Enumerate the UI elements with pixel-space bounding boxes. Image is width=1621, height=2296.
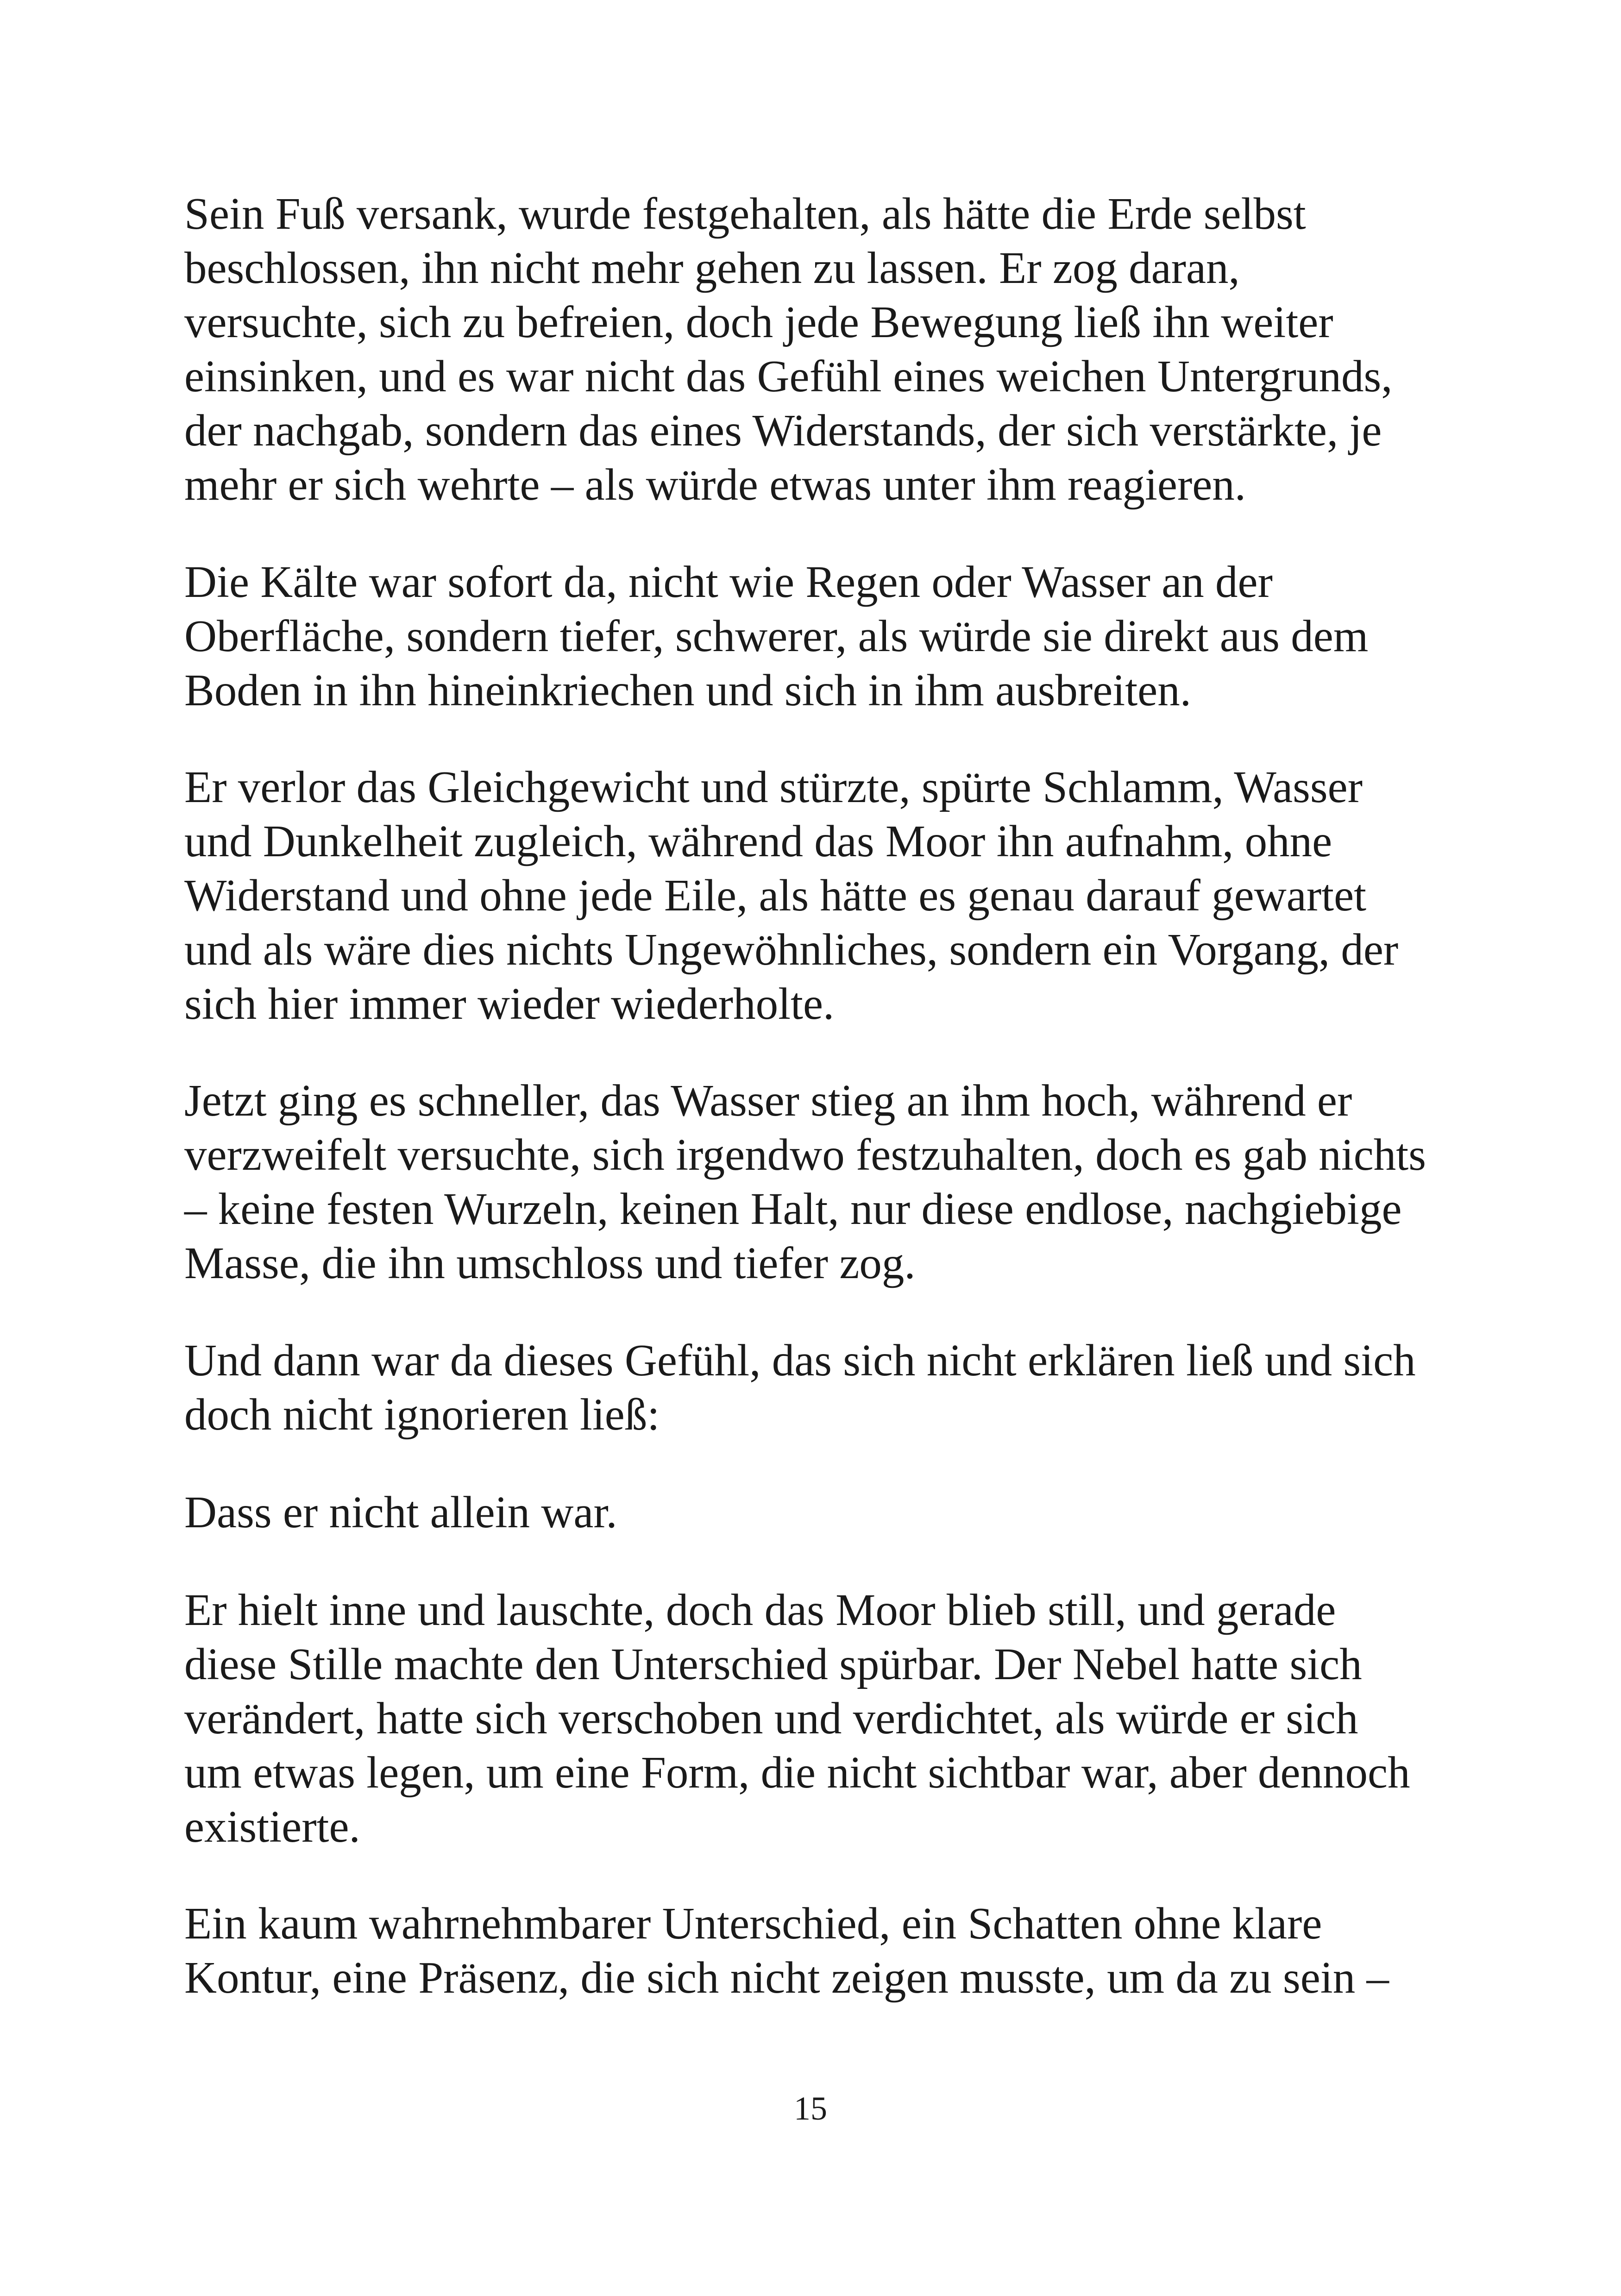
paragraph [184,1333,1463,1442]
paragraph [184,187,1463,512]
text-line: Sein Fuß versank, wurde festgehalten, als hätte die Erde selbst [184,189,1306,238]
paragraph [184,1073,1463,1290]
page-body [184,187,1463,2005]
text-line: um etwas legen, um eine Form, die nicht sichtbar war, aber dennoch [184,1748,1410,1797]
text-line: einsinken, und es war nicht das Gefühl eines weichen Untergrunds, [184,351,1393,401]
text-line: Ein kaum wahrnehmbarer Unterschied, ein Schatten ohne klare [184,1899,1322,1948]
page-number: 15 [794,2090,827,2127]
text-line: Jetzt ging es schneller, das Wasser stieg an ihm hoch, während er [184,1076,1352,1125]
text-line: Die Kälte war sofort da, nicht wie Regen oder Wasser an der [184,557,1273,607]
paragraph [184,1583,1463,1854]
text-line: der nachgab, sondern das eines Widerstands, der sich verstärkte, je [184,406,1382,455]
text-line: sich hier immer wieder wiederholte. [184,979,835,1029]
paragraph [184,555,1463,717]
text-line: und Dunkelheit zugleich, während das Moor ihn aufnahm, ohne [184,816,1332,866]
text-line: verzweifelt versuchte, sich irgendwo festzuhalten, doch es gab nichts [184,1130,1426,1179]
text-line: Er verlor das Gleichgewicht und stürzte, spürte Schlamm, Wasser [184,762,1363,812]
text-line: – keine festen Wurzeln, keinen Halt, nur diese endlose, nachgiebige [184,1184,1402,1234]
text-line: Und dann war da dieses Gefühl, das sich nicht erklären ließ und sich [184,1336,1416,1385]
text-line: diese Stille machte den Unterschied spürbar. Der Nebel hatte sich [184,1639,1362,1689]
text-line: Widerstand und ohne jede Eile, als hätte es genau darauf gewartet [184,871,1367,920]
text-line: Er hielt inne und lauschte, doch das Moor blieb still, und gerade [184,1585,1336,1635]
text-line: beschlossen, ihn nicht mehr gehen zu lassen. Er zog daran, [184,243,1240,293]
text-line: Dass er nicht allein war. [184,1487,617,1537]
text-line: mehr er sich wehrte – als würde etwas unter ihm reagieren. [184,460,1246,509]
text-line: Oberfläche, sondern tiefer, schwerer, als würde sie direkt aus dem [184,611,1369,661]
text-line: versuchte, sich zu befreien, doch jede Bewegung ließ ihn weiter [184,297,1333,347]
text-line: und als wäre dies nichts Ungewöhnliches, sondern ein Vorgang, der [184,925,1399,974]
text-line: Boden in ihn hineinkriechen und sich in ihm ausbreiten. [184,665,1191,715]
text-line: Masse, die ihn umschloss und tiefer zog. [184,1238,916,1288]
text-line: Kontur, eine Präsenz, die sich nicht zeigen musste, um da zu sein – [184,1953,1389,2002]
text-line: existierte. [184,1802,360,1851]
paragraph [184,1896,1463,2005]
paragraph [184,760,1463,1031]
paragraph [184,1485,1463,1539]
text-line: verändert, hatte sich verschoben und verdichtet, als würde er sich [184,1694,1358,1743]
text-line: doch nicht ignorieren ließ: [184,1390,660,1439]
